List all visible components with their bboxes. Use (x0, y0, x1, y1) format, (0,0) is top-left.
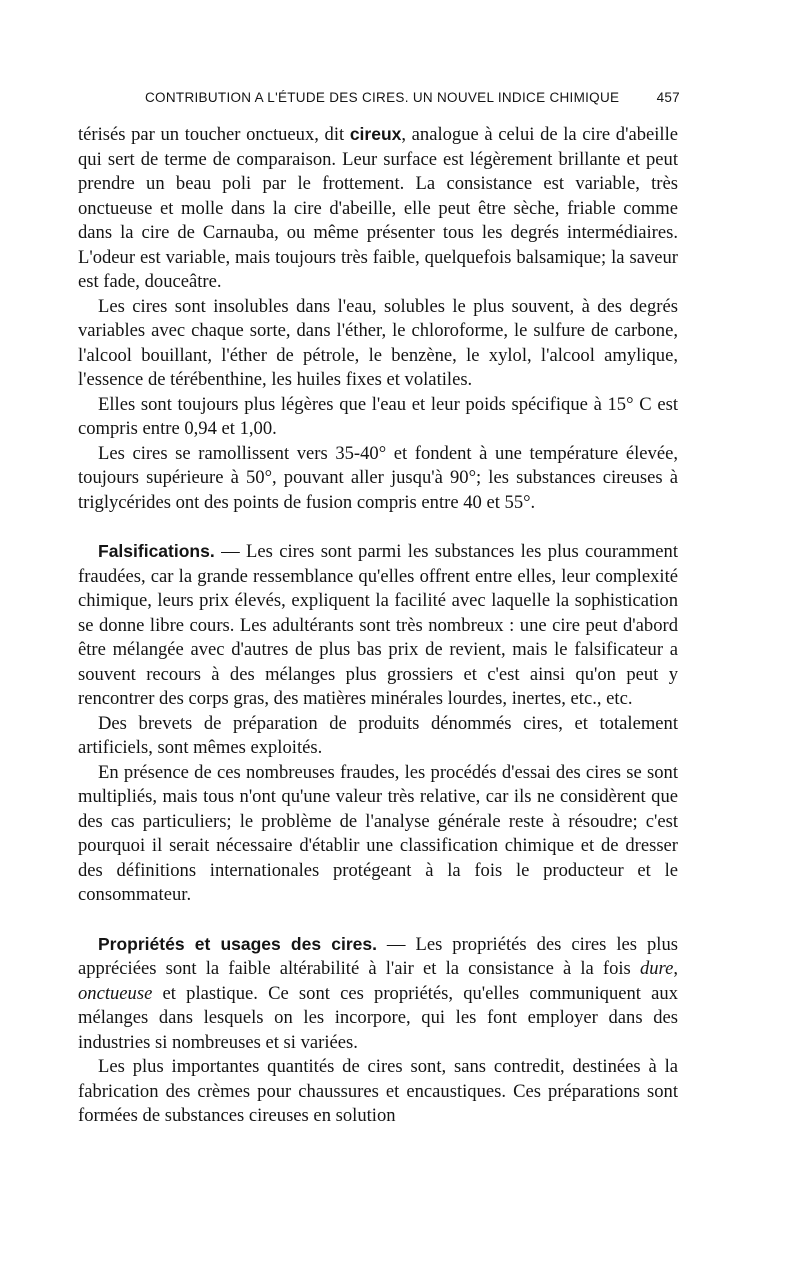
section-falsifications (78, 539, 678, 712)
text-run: et plastique. Ce sont ces propriétés, qu'elles communiquent aux mélanges dans lesquels on les incorpore, qui les font employer dans des industries si nombreuses et si variées. (78, 982, 678, 1053)
text-run: térisés par un toucher onctueux, dit (78, 124, 350, 145)
paragraph: Les cires sont insolubles dans l'eau, solubles le plus souvent, à des degrés variables avec chaque sorte, dans l'éther, le chloroforme, le sulfure de carbone, l'alcool bouillant, l'éther de pétrole, le benzène, le xylol, l'alcool amylique, l'essence de térébenthine, les huiles fixes et volatiles. (78, 295, 678, 390)
page-number: 457 (656, 90, 680, 105)
text-run: , analogue à celui de la cire d'abeille qui sert de terme de comparaison. Leur surface est légèrement brillante et peut prendre un beau poli par le frottement. La consistance est variable, très onctueuse et molle dans la cire d'abeille, elle peut être sèche, friable comme dans la cire de Carnauba, ou même présenter tous les degrés intermédiaires. L'odeur est variable, mais toujours très faible, quelquefois balsamique; la saveur est fade, douceâtre. (78, 124, 678, 292)
section-proprietes (78, 932, 678, 1056)
section-heading: Falsifications. (98, 541, 215, 561)
bold-term: cireux (349, 124, 402, 144)
paragraph (78, 122, 678, 295)
italic-term: dure (639, 958, 674, 979)
text-run: — Les cires sont parmi les substances les plus couramment fraudées, car la grande ressemblance qu'elles offrent entre elles, leur complexité chimique, leurs prix élevés, expliquent la facilité avec laquelle la sophistication se donne libre cours. Les adultérants sont très nombreux : une cire peut d'abord être mélangée avec d'autres de plus bas prix de revient, mais le falsificateur a souvent recours à des mélanges plus grossiers et c'est ainsi qu'on peut y rencontrer des corps gras, des matières minérales lourdes, inertes, etc., etc. (78, 541, 678, 709)
paragraph: Des brevets de préparation de produits dénommés cires, et totalement artificiels, sont mêmes exploités. (78, 712, 678, 758)
paragraph: En présence de ces nombreuses fraudes, les procédés d'essai des cires se sont multipliés, mais tous n'ont qu'une valeur très relative, car ils ne considèrent que des cas particuliers; le problème de l'analyse générale reste à résoudre; c'est pourquoi il serait nécessaire d'établir une classification chimique et de dresser des définitions internationales protégeant à la fois le producteur et le consommateur. (78, 761, 678, 905)
paragraph: Les plus importantes quantités de cires sont, sans contredit, destinées à la fabrication des crèmes pour chaussures et encaustiques. Ces préparations sont formées de substances cireuses en solution (78, 1056, 678, 1126)
paragraph: Elles sont toujours plus légères que l'eau et leur poids spécifique à 15° C est compris entre 0,94 et 1,00. (78, 393, 678, 439)
text-run: — Les propriétés des cires les plus appréciées sont la faible altérabilité à l'air et la consistance à la fois (78, 933, 678, 979)
text-run: , (673, 958, 678, 979)
section-heading: Propriétés et usages des cires. (98, 933, 377, 954)
page-header (145, 90, 680, 105)
italic-term: onctueuse (78, 982, 153, 1004)
body-text (78, 122, 678, 1129)
running-title: CONTRIBUTION A L'ÉTUDE DES CIRES. UN NOUVEL INDICE CHIMIQUE (145, 90, 620, 105)
paragraph: Les cires se ramollissent vers 35-40° et fondent à une température élevée, toujours supérieure à 50°, pouvant aller jusqu'à 90°; les substances cireuses à triglycérides ont des points de fusion compris entre 40 et 55°. (78, 442, 678, 513)
